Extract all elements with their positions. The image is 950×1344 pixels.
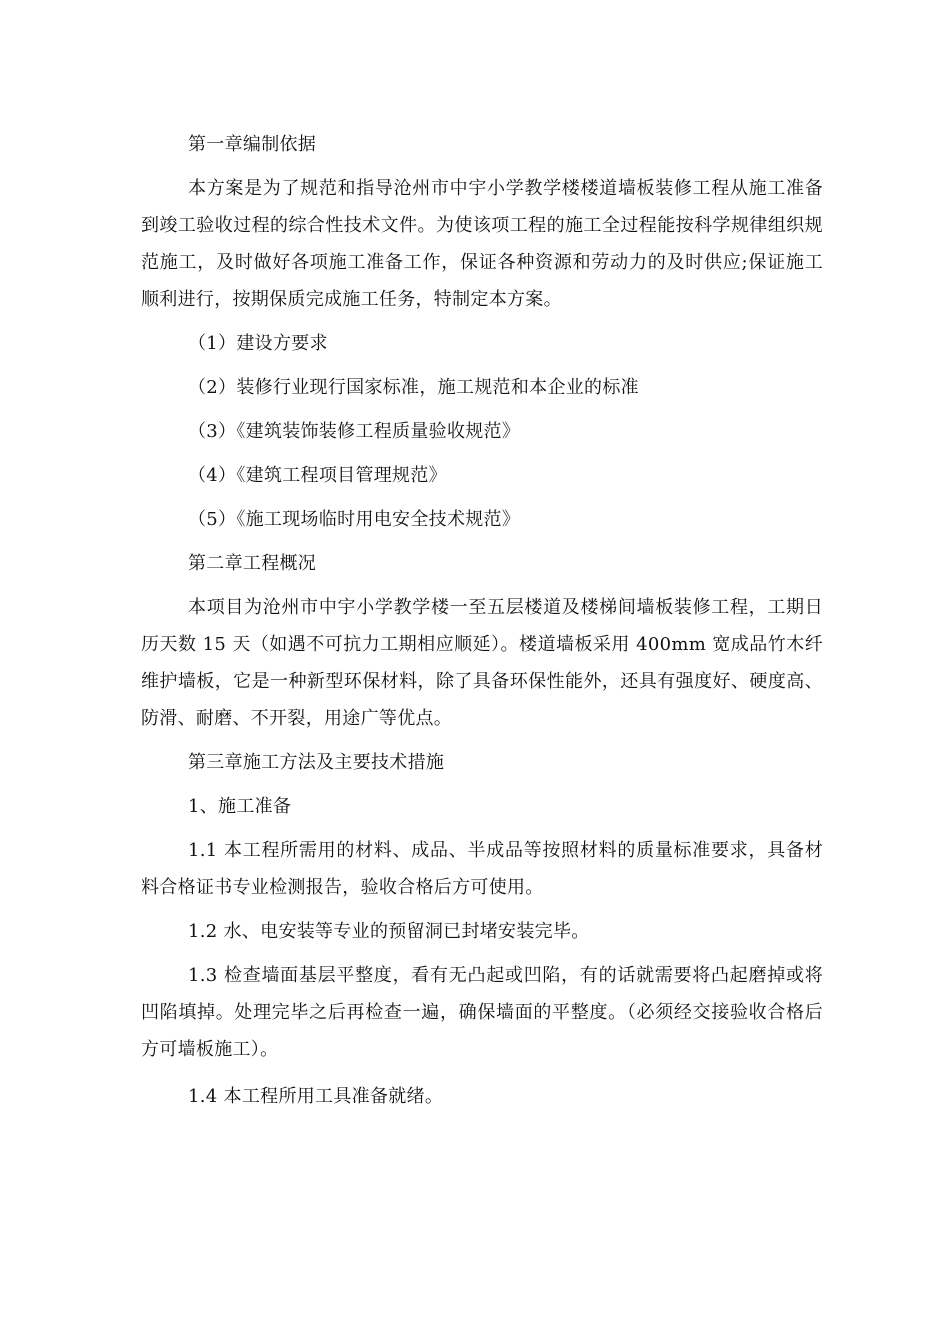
chapter2-body: 本项目为沧州市中宇小学教学楼一至五层楼道及楼梯间墙板装修工程，工期日历天数 15 天（如遇不可抗力工期相应顺延）。楼道墙板采用 400mm 宽成品竹木纤维护墙板，它是一种新型环保材料，除了具备环保性能外，还具有强度好、硬度高、防滑、耐磨、不开裂，用途广等优点。 (141, 597, 823, 729)
paragraph-1-3: 1.3 检查墙面基层平整度，看有无凸起或凹陷，有的话就需要将凸起磨掉或将凹陷填掉。处理完毕之后再检查一遍，确保墙面的平整度。（必须经交接验收合格后方可墙板施工）。 (141, 965, 823, 1060)
chapter1-intro: 本方案是为了规范和指导沧州市中宇小学教学楼楼道墙板装修工程从施工准备到竣工验收过程的综合性技术文件。为使该项工程的施工全过程能按科学规律组织规范施工，及时做好各项施工准备工作，保证各种资源和劳动力的及时供应;保证施工顺利进行，按期保质完成施工任务，特制定本方案。 (141, 178, 823, 310)
chapter2-heading: 第二章工程概况 (188, 553, 317, 574)
basis-item-5: （5）《施工现场临时用电安全技术规范》 (188, 509, 521, 530)
basis-item-2: （2）装修行业现行国家标准，施工规范和本企业的标准 (188, 377, 639, 398)
paragraph-1-4: 1.4 本工程所用工具准备就绪。 (188, 1086, 444, 1107)
chapter3-heading: 第三章施工方法及主要技术措施 (188, 752, 445, 773)
basis-item-4: （4）《建筑工程项目管理规范》 (188, 465, 447, 486)
basis-item-1: （1）建设方要求 (188, 333, 328, 354)
paragraph-1-2: 1.2 水、电安装等专业的预留洞已封堵安装完毕。 (188, 921, 590, 942)
document-body (141, 126, 823, 1122)
chapter1-heading: 第一章编制依据 (188, 134, 317, 155)
paragraph-1-1: 1.1 本工程所需用的材料、成品、半成品等按照材料的质量标准要求，具备材料合格证书专业检测报告，验收合格后方可使用。 (141, 840, 823, 898)
section-1-heading: 1、施工准备 (188, 796, 292, 817)
basis-item-3: （3）《建筑装饰装修工程质量验收规范》 (188, 421, 521, 442)
